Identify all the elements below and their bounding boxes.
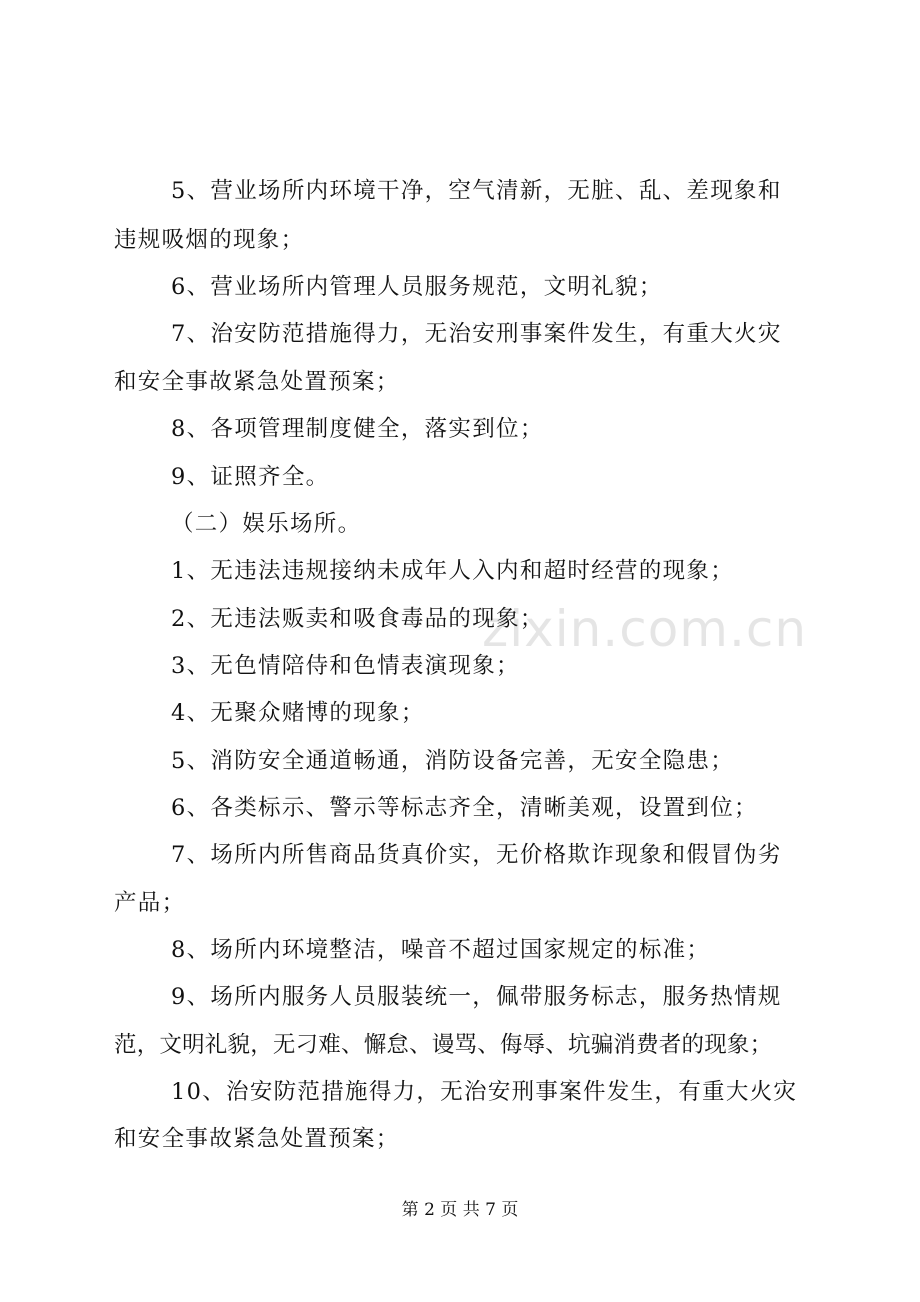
paragraph-line: 6、营业场所内管理人员服务规范，文明礼貌； [171, 274, 663, 300]
paragraph-line: 7、场所内所售商品货真价实，无价格欺诈现象和假冒伪劣 [171, 842, 782, 868]
paragraph-line: 范，文明礼貌，无刁难、懈怠、谩骂、侮辱、坑骗消费者的现象； [114, 1032, 773, 1058]
paragraph-line: 1、无违法违规接纳未成年人入内和超时经营的现象； [171, 558, 735, 584]
paragraph-line: 产品； [114, 890, 186, 916]
page-footer: 第 2 页 共 7 页 [401, 1200, 519, 1220]
paragraph-line: 7、治安防范措施得力，无治安刑事案件发生，有重大火灾 [171, 321, 782, 347]
paragraph-line: 9、证照齐全。 [171, 464, 330, 490]
paragraph-line: 违规吸烟的现象； [114, 227, 305, 253]
paragraph-line: 3、无色情陪侍和色情表演现象； [171, 653, 520, 679]
paragraph-line: 4、无聚众赌博的现象； [171, 700, 425, 726]
paragraph-line: 5、消防安全通道畅通，消防设备完善，无安全隐患； [171, 748, 735, 774]
paragraph-line: 8、场所内环境整洁，噪音不超过国家规定的标准； [171, 937, 711, 963]
paragraph-line: 和安全事故紧急处置预案； [114, 1126, 400, 1152]
paragraph-line: 8、各项管理制度健全，落实到位； [171, 416, 544, 442]
paragraph-line: 10、治安防范措施得力，无治安刑事案件发生，有重大火灾 [171, 1079, 798, 1105]
paragraph-line: 6、各类标示、警示等标志齐全，清晰美观，设置到位； [171, 795, 758, 821]
section-heading: （二）娱乐场所。 [171, 511, 362, 537]
paragraph-line: 5、营业场所内环境干净，空气清新，无脏、乱、差现象和 [171, 178, 782, 204]
watermark: zixin.com.cn [482, 600, 808, 658]
paragraph-line: 9、场所内服务人员服装统一，佩带服务标志，服务热情规 [171, 984, 782, 1010]
paragraph-line: 2、无违法贩卖和吸食毒品的现象； [171, 606, 544, 632]
paragraph-line: 和安全事故紧急处置预案； [114, 369, 400, 395]
